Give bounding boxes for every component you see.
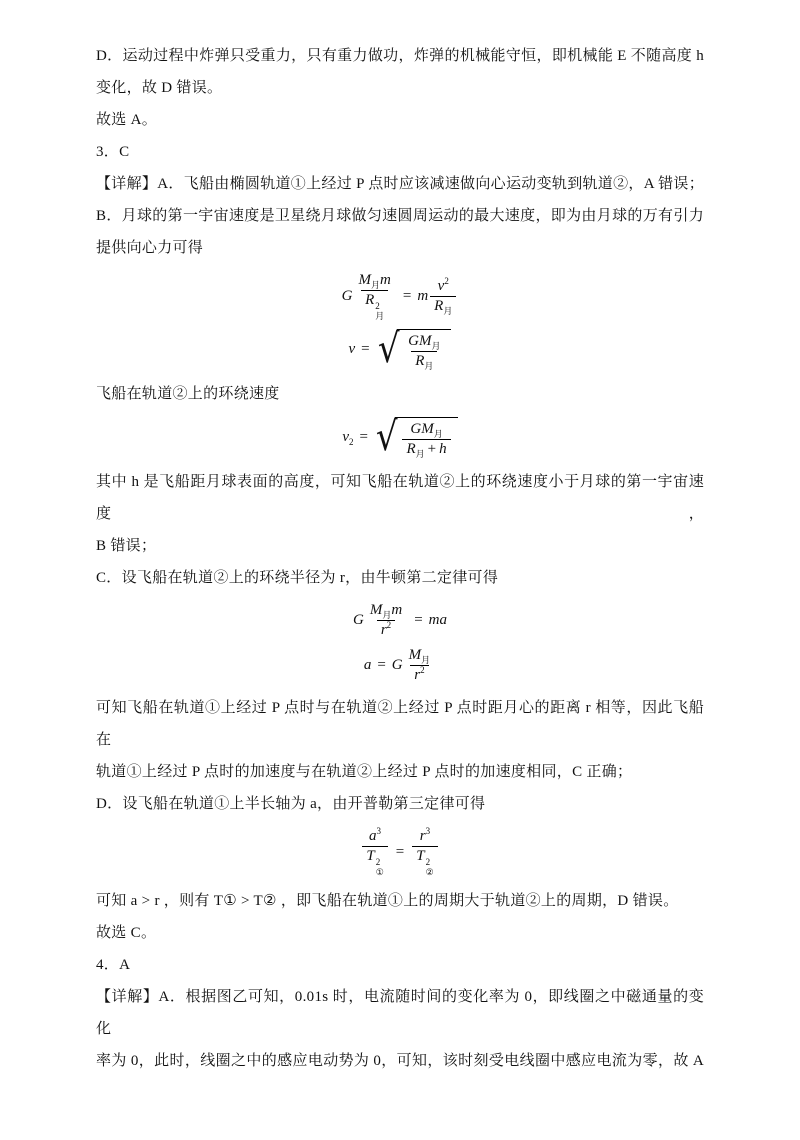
superscript: 2 — [425, 856, 431, 867]
fraction-denominator — [411, 351, 437, 371]
square-root — [374, 413, 458, 460]
math-token: G — [352, 611, 364, 628]
paragraph: C．设飞船在轨道②上的环绕半径为 r，由牛顿第二定律可得 — [96, 569, 499, 586]
formula — [96, 646, 704, 685]
math-token-group — [408, 647, 431, 666]
math-token: = — [414, 611, 423, 628]
fraction-denominator — [412, 846, 437, 878]
subscript: 月 — [370, 280, 380, 290]
superscript: 2 — [386, 619, 392, 630]
math-token-group — [365, 292, 385, 322]
math-token: G — [341, 287, 353, 304]
math-token-group — [369, 828, 381, 844]
math-token: a — [363, 657, 372, 674]
fraction — [366, 601, 406, 640]
paragraph: 【详解】A．飞船由椭圆轨道①上经过 P 点时应该减速做向心运动变轨到轨道②，A 错误； — [96, 176, 704, 192]
math-token: v — [437, 277, 445, 294]
superscript: 2 — [420, 665, 425, 676]
fraction — [362, 827, 387, 877]
fraction-numerator — [354, 271, 394, 290]
paragraph: 可知 a > r ，则有 T① > T② ，即飞船在轨道①上的周期大于轨道②上的周期，D 错误。 — [96, 892, 679, 909]
paragraph: 飞船在轨道②上的环绕速度 — [96, 385, 280, 402]
math-token: = — [361, 341, 370, 358]
subscript: 月 — [443, 305, 453, 316]
paragraph: 3．C — [96, 144, 130, 160]
radical-sign-icon: √ — [377, 325, 400, 372]
subscript: 2 — [349, 437, 354, 448]
math-token-group — [414, 667, 424, 683]
fraction — [404, 332, 444, 371]
math-token: GM — [408, 332, 432, 349]
subscript: 月 — [382, 609, 392, 620]
paragraph: D．运动过程中炸弹只受重力，只有重力做功，炸弹的机械能守恒，即机械能 E 不随高度 h — [96, 48, 704, 64]
math-token: M — [369, 601, 383, 618]
math-token: T — [366, 847, 375, 864]
fraction — [430, 277, 456, 316]
sup-sub-stack — [426, 857, 434, 878]
formula — [96, 325, 704, 372]
superscript: 3 — [425, 826, 431, 837]
paragraph: D．设飞船在轨道①上半长轴为 a，由开普勒第三定律可得 — [96, 796, 486, 813]
math-token-group — [366, 847, 384, 878]
paragraph: B．月球的第一宇宙速度是卫星绕月球做匀速圆周运动的最大速度，即为由月球的万有引力 — [96, 208, 704, 224]
math-token: r — [419, 828, 426, 845]
formula — [96, 827, 704, 877]
math-token: GM — [410, 420, 434, 437]
fraction-denominator — [361, 290, 388, 322]
subscript: 月 — [424, 360, 434, 371]
radicand — [397, 329, 451, 371]
paragraph: 故选 C。 — [96, 924, 157, 941]
fraction-denominator — [410, 665, 428, 685]
fraction-numerator — [365, 827, 385, 846]
fraction — [412, 827, 437, 877]
math-token-group — [380, 619, 392, 638]
subscript: 月 — [375, 311, 385, 322]
formula — [96, 271, 704, 322]
math-token: = — [377, 657, 386, 674]
subscript: 月 — [415, 448, 425, 459]
paragraph: 可知飞船在轨道①上经过 P 点时与在轨道②上经过 P 点时距月心的距离 r 相等，因此飞船在 — [96, 700, 704, 749]
math-token: a — [369, 828, 377, 845]
document-body — [96, 40, 704, 1077]
fraction-numerator — [434, 277, 453, 296]
paragraph: 率为 0，此时，线圈之中的感应电动势为 0，可知，该时刻受电线圈中感应电流为零，故 A — [96, 1052, 704, 1069]
math-token-group — [370, 602, 392, 618]
math-token: r — [380, 621, 387, 638]
superscript: 3 — [376, 826, 382, 837]
math-token: M — [358, 272, 371, 288]
math-token: R — [406, 440, 416, 457]
math-token-group — [342, 428, 353, 447]
fraction — [402, 420, 450, 459]
math-token-group — [416, 847, 434, 878]
paragraph: 【详解】A．根据图乙可知，0.01s 时，电流随时间的变化率为 0，即线圈之中磁通量的变化 — [96, 988, 704, 1037]
sup-sub-stack — [376, 857, 384, 878]
math-token: h — [439, 440, 447, 457]
paragraph: 4．A — [96, 956, 131, 973]
math-token: r — [414, 667, 421, 684]
fraction-denominator — [377, 620, 395, 640]
paragraph: 故选 A。 — [96, 112, 158, 128]
formula — [96, 601, 704, 640]
math-token: m — [391, 601, 403, 618]
math-token: G — [391, 657, 403, 674]
formula — [96, 413, 704, 460]
math-token: R — [415, 352, 425, 369]
fraction — [354, 271, 394, 322]
math-token: v — [348, 341, 356, 358]
math-token: R — [365, 292, 375, 308]
square-root — [376, 325, 452, 372]
fraction-numerator — [366, 601, 406, 620]
math-token: m — [380, 272, 391, 288]
math-token: M — [408, 647, 422, 664]
fraction-numerator — [416, 827, 434, 846]
math-token-group — [406, 441, 424, 457]
math-token: = — [402, 287, 412, 304]
math-token: R — [434, 297, 444, 314]
math-token: + — [427, 440, 437, 457]
subscript: 月 — [421, 655, 431, 666]
math-token-group — [415, 353, 433, 369]
sup-sub-stack — [375, 301, 384, 322]
fraction — [405, 646, 435, 685]
paragraph: B 错误； — [96, 537, 157, 554]
fraction-denominator — [402, 439, 450, 459]
math-token: = — [359, 429, 368, 446]
subscript: 月 — [433, 428, 443, 439]
paragraph: 其中 h 是飞船距月球表面的高度，可知飞船在轨道②上的环绕速度小于月球的第一宇宙速度， — [96, 473, 704, 522]
subscript: 月 — [431, 340, 441, 351]
math-token-group — [408, 333, 440, 349]
subscript: ① — [375, 867, 384, 878]
radicand — [395, 417, 457, 459]
math-token-group — [358, 272, 380, 288]
radical-sign-icon: √ — [375, 413, 398, 460]
math-token-group — [434, 298, 452, 314]
math-token-group — [410, 421, 442, 437]
fraction-denominator — [430, 296, 456, 316]
fraction-numerator — [406, 420, 446, 439]
fraction-numerator — [404, 332, 444, 351]
superscript: 2 — [375, 301, 380, 311]
paragraph: 变化，故 D 错误。 — [96, 80, 223, 96]
math-token: = — [395, 844, 405, 861]
math-token-group — [437, 275, 449, 294]
math-token-group — [420, 828, 430, 844]
superscript: 2 — [375, 856, 381, 867]
math-token: m — [417, 287, 429, 304]
subscript: ② — [425, 867, 434, 878]
fraction-denominator — [362, 846, 387, 878]
math-token: T — [416, 847, 425, 864]
paragraph: 提供向心力可得 — [96, 240, 204, 256]
math-token: v — [342, 429, 350, 446]
superscript: 2 — [444, 275, 449, 286]
paragraph: 轨道①上经过 P 点时的加速度与在轨道②上经过 P 点时的加速度相同，C 正确； — [96, 764, 633, 781]
fraction-numerator — [405, 646, 435, 665]
math-token: ma — [428, 611, 447, 628]
